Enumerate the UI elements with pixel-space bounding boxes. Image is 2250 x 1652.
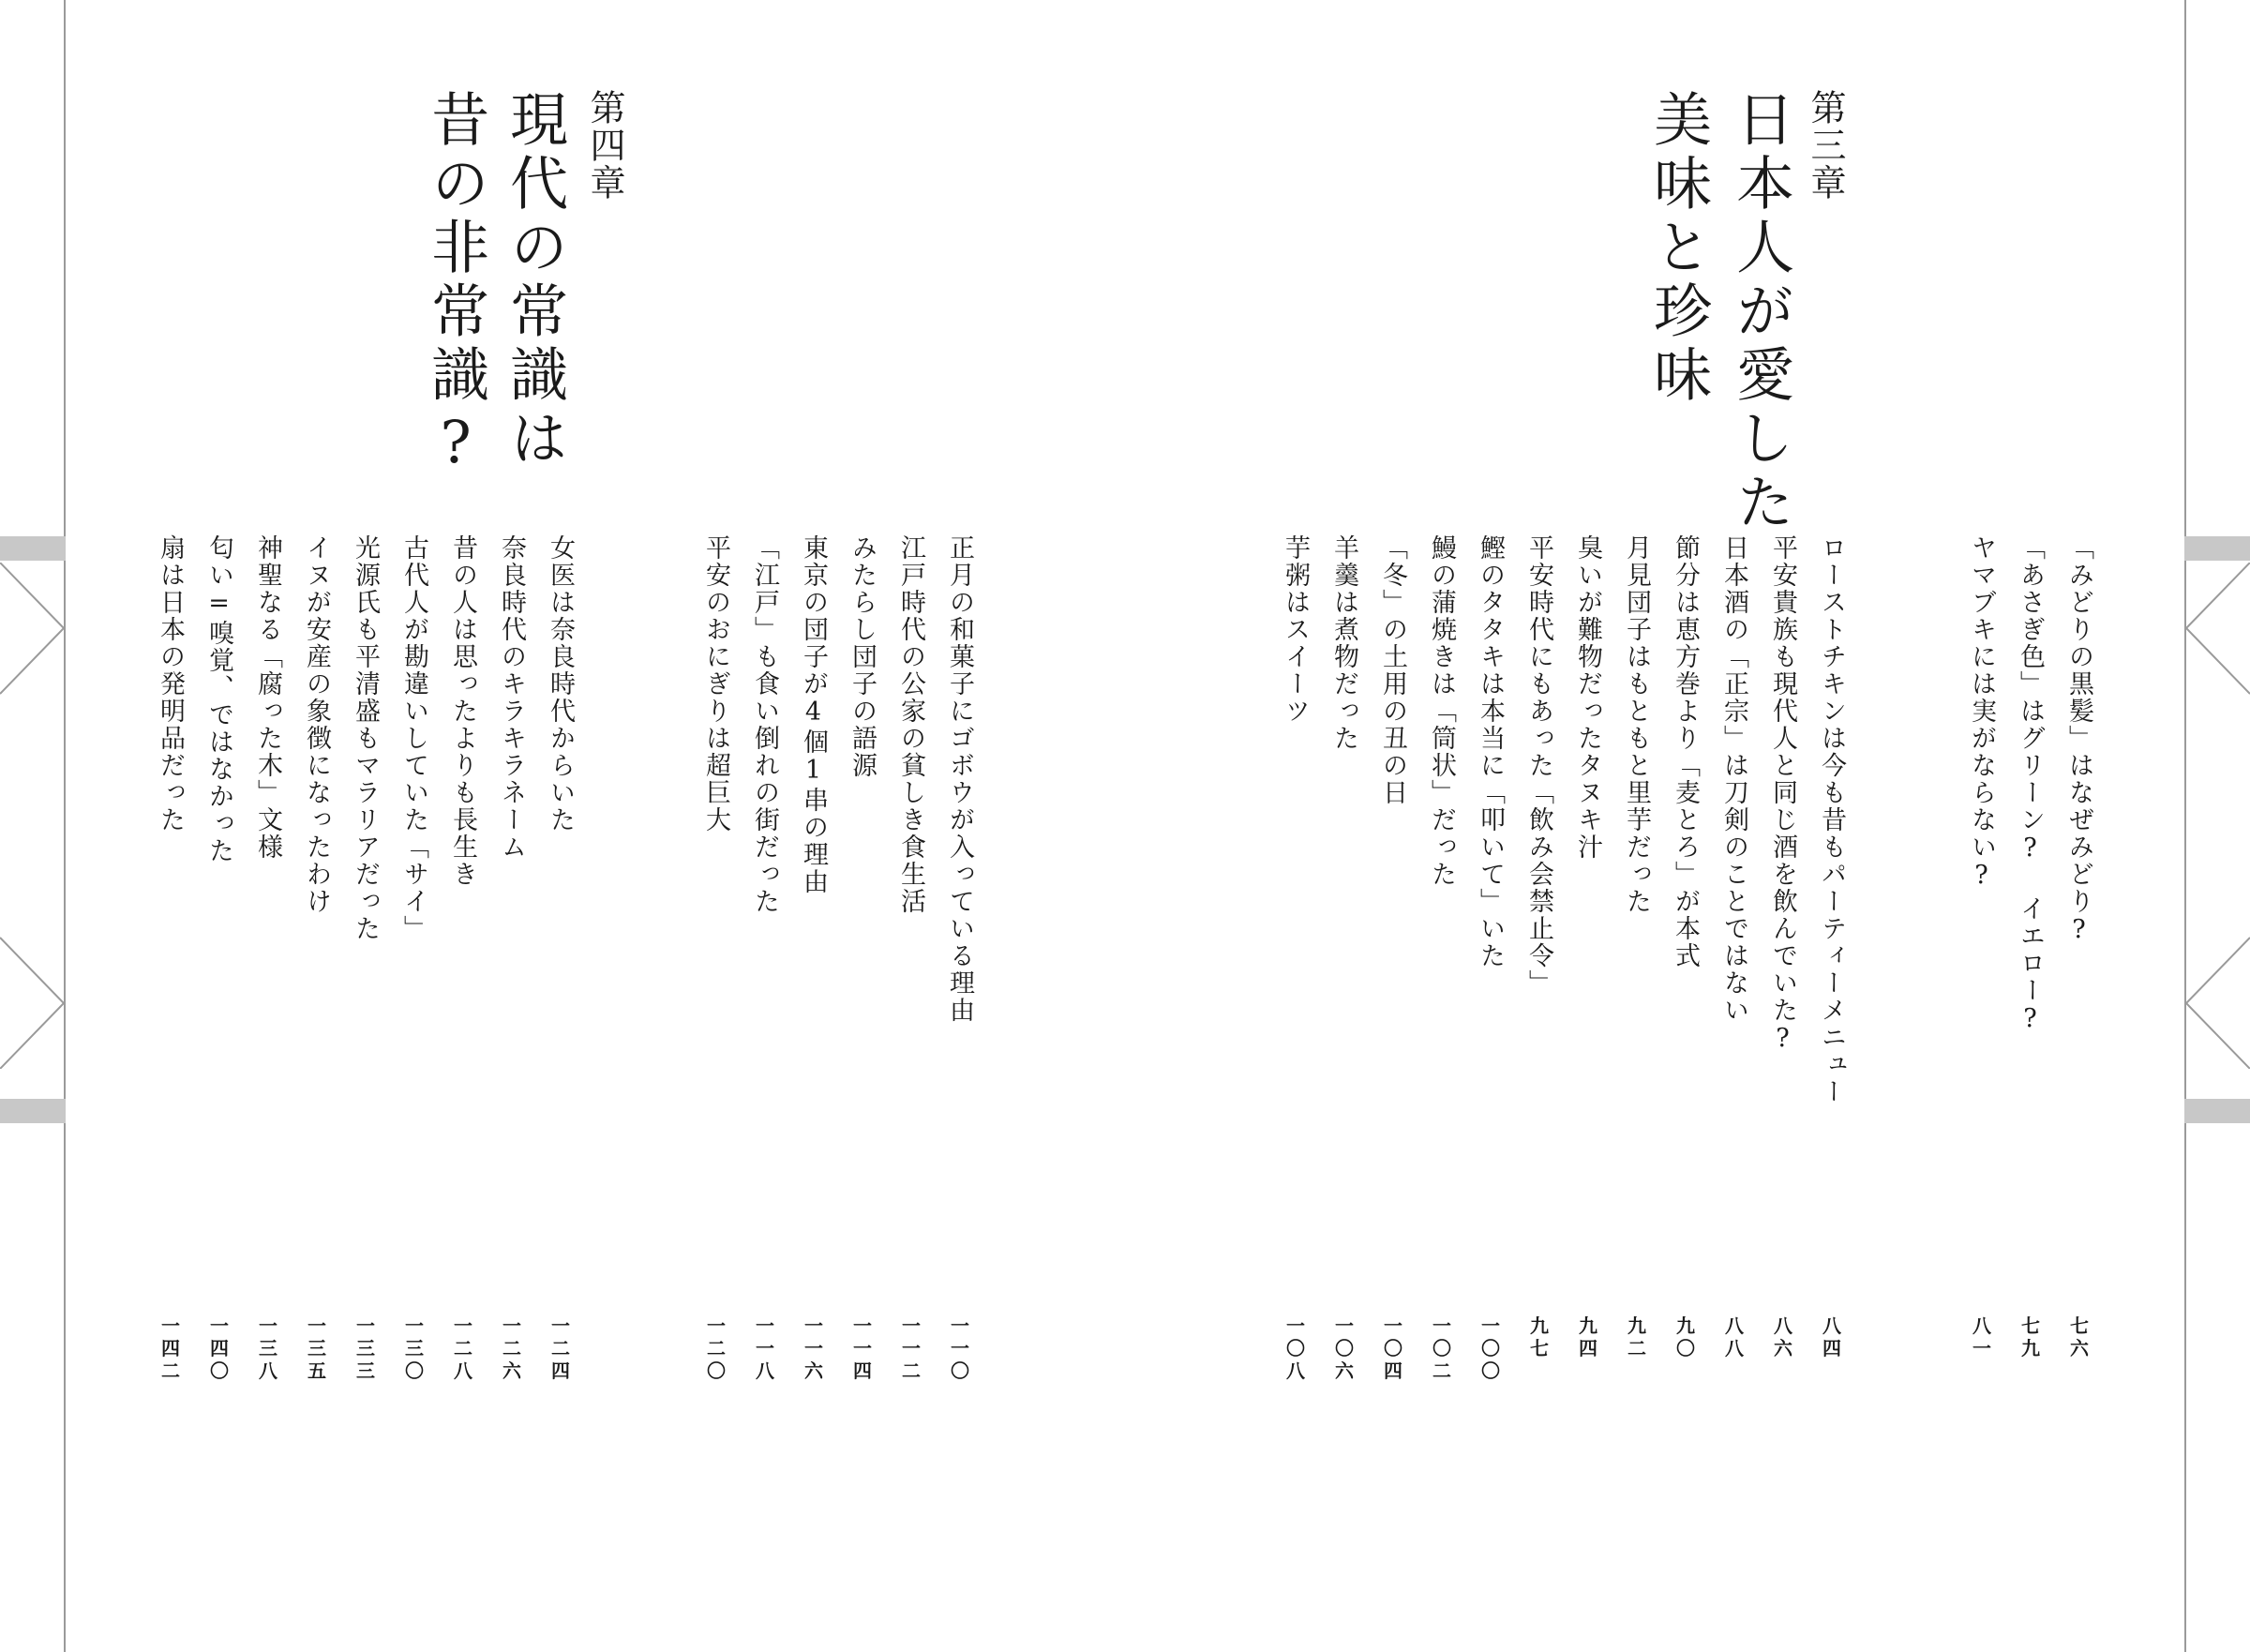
toc-entry-title[interactable]: 神聖なる「腐った木」文様: [253, 534, 282, 861]
toc-entry-title[interactable]: 匂い=嗅覚、ではなかった: [204, 534, 233, 864]
right-edge-band-top: [2184, 536, 2250, 561]
left-edge-cross-ornament: [0, 563, 66, 1069]
toc-entry-title[interactable]: 昔の人は思ったよりも長生き: [448, 534, 477, 888]
toc-page-number: 八 四: [1822, 1314, 1841, 1359]
toc-entry-title[interactable]: 正月の和菓子にゴボウが入っている理由: [945, 534, 974, 1024]
toc-entry-title[interactable]: ヤマブキには実がならない?: [1967, 534, 1996, 892]
toc-page-number: 八 一: [1972, 1314, 1991, 1359]
toc-page-number: 九 〇: [1676, 1314, 1695, 1359]
toc-page-number: 一 三 五: [308, 1314, 326, 1382]
toc-entry-title[interactable]: 鰹のタタキは本当に「叩いて」いた: [1476, 534, 1505, 969]
toc-entry-title[interactable]: 東京の団子が4個1串の理由: [799, 534, 828, 895]
toc-entry-title[interactable]: 江戸時代の公家の貧しき食生活: [896, 534, 925, 915]
toc-entry-title[interactable]: 平安時代にもあった「飲み会禁止令」: [1524, 534, 1553, 997]
toc-entry-title[interactable]: 「あさぎ色」はグリーン? イエロー?: [2016, 534, 2045, 1035]
toc-entry-title[interactable]: 「みどりの黒髪」はなぜみどり?: [2064, 534, 2093, 946]
toc-entry-title[interactable]: 平安貴族も現代人と同じ酒を飲んでいた?: [1768, 534, 1797, 1055]
toc-page-number: 一 二 〇: [707, 1314, 726, 1382]
toc-page-number: 一 〇 二: [1432, 1314, 1451, 1382]
toc-page-number: 八 六: [1774, 1314, 1792, 1359]
toc-entry-title[interactable]: 光源氏も平清盛もマラリアだった: [351, 534, 380, 942]
toc-entry-title[interactable]: 月見団子はもともと里芋だった: [1622, 534, 1651, 915]
chapter3-title-line-1: 日本人が愛した: [1726, 89, 1795, 535]
toc-page-number: 一 三 三: [356, 1314, 375, 1382]
toc-page-number: 一 一 六: [804, 1314, 823, 1382]
toc-page-number: 一 一 〇: [951, 1314, 969, 1382]
toc-page-number: 一 一 四: [853, 1314, 872, 1382]
toc-page-number: 一 〇 〇: [1481, 1314, 1500, 1382]
right-edge-cross-ornament: [2184, 563, 2250, 1069]
toc-entry-title[interactable]: 鰻の蒲焼きは「筒状」だった: [1427, 534, 1456, 888]
toc-page-number: 九 四: [1579, 1314, 1598, 1359]
toc-page-number: 一 〇 八: [1286, 1314, 1305, 1382]
toc-entry-title[interactable]: 扇は日本の発明品だった: [156, 534, 185, 834]
toc-entry-title[interactable]: 奈良時代のキラキラネーム: [497, 534, 526, 861]
toc-entry-title[interactable]: 平安のおにぎりは超巨大: [701, 534, 730, 834]
chapter4-label: 第四章: [584, 89, 625, 202]
left-edge-band-bottom: [0, 1099, 66, 1123]
toc-entry-title[interactable]: 「江戸」も食い倒れの街だった: [750, 534, 779, 915]
toc-entry-title[interactable]: 臭いが難物だったタヌキ汁: [1573, 534, 1602, 861]
toc-page-number: 一 一 八: [756, 1314, 774, 1382]
toc-entry-title[interactable]: 古代人が勘違いしていた「サイ」: [399, 534, 428, 942]
toc-entry-title[interactable]: ローストチキンは今も昔もパーティーメニュー: [1817, 534, 1846, 1105]
toc-page-number: 一 三 〇: [405, 1314, 424, 1382]
toc-page-number: 一 〇 四: [1384, 1314, 1402, 1382]
toc-page-number: 一 一 二: [902, 1314, 921, 1382]
toc-page-number: 一 二 六: [502, 1314, 521, 1382]
toc-page-number: 一 三 八: [259, 1314, 278, 1382]
toc-page-number: 一 四 二: [161, 1314, 180, 1382]
right-edge-band-bottom: [2184, 1099, 2250, 1123]
toc-page-number: 七 六: [2070, 1314, 2089, 1359]
toc-entry-title[interactable]: イヌが安産の象徴になったわけ: [302, 534, 331, 915]
toc-page-number: 八 八: [1725, 1314, 1744, 1359]
chapter3-label: 第三章: [1805, 89, 1846, 202]
left-edge-band-top: [0, 536, 66, 561]
toc-page-number: 九 二: [1628, 1314, 1646, 1359]
toc-entry-title[interactable]: 日本酒の「正宗」は刀剣のことではない: [1719, 534, 1748, 1024]
toc-page-number: 九 七: [1530, 1314, 1549, 1359]
toc-entry-title[interactable]: 芋粥はスイーツ: [1281, 534, 1310, 725]
toc-page-number: 一 二 八: [454, 1314, 472, 1382]
toc-page-number: 一 〇 六: [1335, 1314, 1354, 1382]
chapter3-title-line-2: 美味と珍味: [1643, 89, 1713, 408]
toc-entry-title[interactable]: 羊羹は煮物だった: [1329, 534, 1358, 752]
toc-page-number: 一 二 四: [551, 1314, 570, 1382]
toc-entry-title[interactable]: 女医は奈良時代からいた: [546, 534, 575, 834]
toc-entry-title[interactable]: 「冬」の土用の丑の日: [1378, 534, 1407, 806]
toc-page-number: 七 九: [2021, 1314, 2040, 1359]
chapter4-title-line-1: 現代の常識は: [500, 89, 569, 472]
chapter4-title-line-2: 昔の非常識?: [421, 89, 490, 482]
toc-entry-title[interactable]: みたらし団子の語源: [848, 534, 877, 779]
toc-page-number: 一 四 〇: [210, 1314, 229, 1382]
toc-entry-title[interactable]: 節分は恵方巻より「麦とろ」が本式: [1671, 534, 1700, 969]
